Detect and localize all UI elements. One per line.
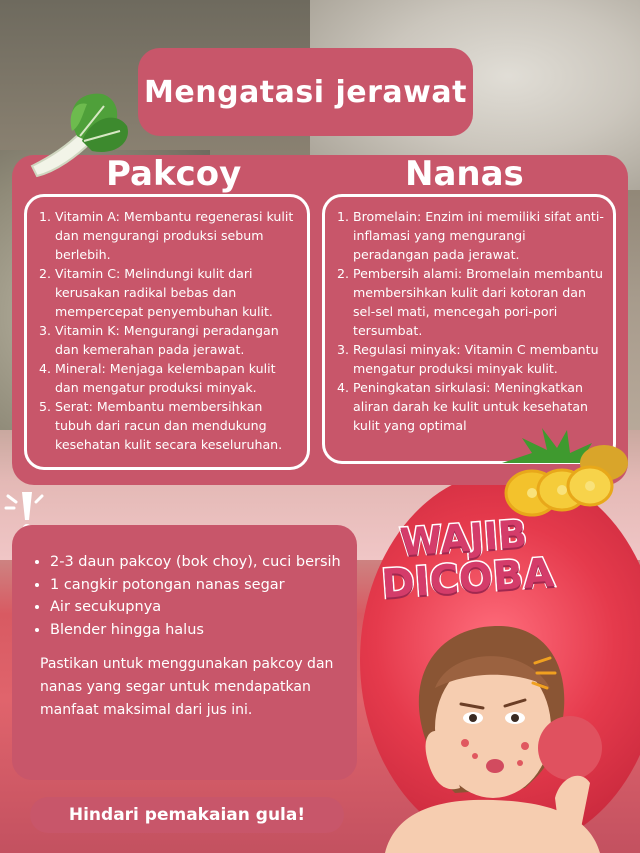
recipe-card — [12, 525, 357, 780]
pakcoy-benefits-box — [24, 194, 310, 470]
sticker-line-1: WAJIB — [398, 511, 529, 565]
pakcoy-benefit-item: 3. Vitamin K: Mengurangi peradangan dan kemerahan pada jerawat. — [55, 321, 299, 359]
wajib-dicoba-sticker — [377, 511, 556, 608]
ingredient-item: • 1 cangkir potongan nanas segar — [50, 574, 341, 597]
page-title: Mengatasi jerawat — [138, 48, 473, 136]
footer-note: Hindari pemakaian gula! — [30, 797, 344, 833]
nanas-benefit-item: 3. Regulasi minyak: Vitamin C membantu mengatur produksi minyak kulit. — [353, 340, 605, 378]
pakcoy-benefit-item: 4. Mineral: Menjaga kelembapan kulit dan mengatur produksi minyak. — [55, 359, 299, 397]
woman-acne-illustration — [365, 618, 640, 853]
recipe-note: Pastikan untuk menggunakan pakcoy dan nanas yang segar untuk mendapatkan manfaat maksimal dari jus ini. — [40, 656, 334, 718]
nanas-benefit-item: 1. Bromelain: Enzim ini memiliki sifat anti-inflamasi yang mengurangi peradangan pada jerawat. — [353, 207, 605, 264]
ingredient-item: • 2-3 daun pakcoy (bok choy), cuci bersih — [50, 551, 341, 574]
nanas-benefit-item: 2. Pembersih alami: Bromelain membantu membersihkan kulit dari kotoran dan sel-sel mati, mencegah pori-pori tersumbat. — [353, 264, 605, 340]
nanas-benefit-item: 4. Peningkatan sirkulasi: Meningkatkan aliran darah ke kulit untuk kesehatan kulit yang optimal — [353, 378, 605, 435]
nanas-heading: Nanas — [405, 154, 524, 194]
ingredient-item: • Air secukupnya — [50, 596, 341, 619]
pineapple-icon — [492, 418, 632, 518]
ingredient-item: • Blender hingga halus — [50, 619, 341, 642]
pakcoy-benefit-item: 1. Vitamin A: Membantu regenerasi kulit dan mengurangi produksi sebum berlebih. — [55, 207, 299, 264]
pakcoy-benefit-item: 5. Serat: Membantu membersihkan tubuh dari racun dan mendukung kesehatan kulit secara keseluruhan. — [55, 397, 299, 454]
pakcoy-benefit-item: 2. Vitamin C: Melindungi kulit dari kerusakan radikal bebas dan mempercepat penyembuhan kulit. — [55, 264, 299, 321]
sticker-line-2: DICOBA — [379, 549, 556, 608]
pakcoy-heading: Pakcoy — [106, 154, 242, 194]
